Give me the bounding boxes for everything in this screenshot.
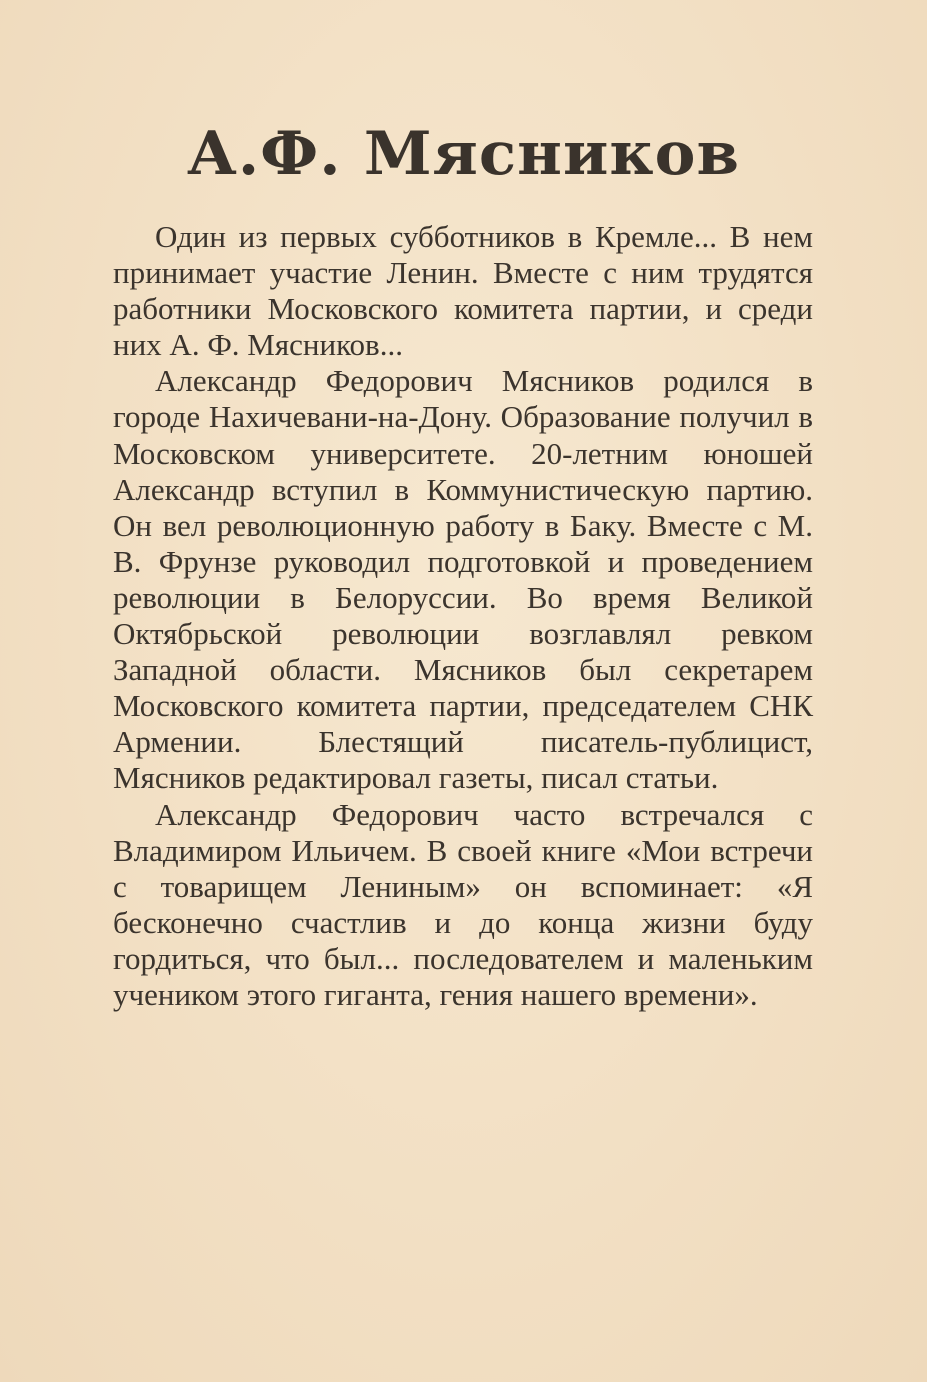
paragraph-1: Один из первых субботников в Кремле... В нем принимает участие Ленин. Вместе с ним трудятся работники Московского комитета партии, и среди них А. Ф. Мясников...	[113, 219, 813, 363]
paragraph-3: Александр Федорович часто встречался с Владимиром Ильичем. В своей книге «Мои встречи с товарищем Лениным» он вспоминает: «Я бесконечно счастлив и до конца жизни буду гордиться, что был... последователем и маленьким учеником этого гиганта, гения нашего времени».	[113, 796, 813, 1012]
article-body	[113, 219, 813, 1013]
paragraph-2: Александр Федорович Мясников родился в городе Нахичевани-на-Дону. Образование получил в Московском университете. 20-летним юношей Александр вступил в Коммунистическую партию. Он вел революционную работу в Баку. Вместе с М. В. Фрунзе руководил подготовкой и проведением революции в Белоруссии. Во время Великой Октябрьской революции возглавлял ревком Западной области. Мясников был секретарем Московского комитета партии, председателем СНК Армении. Блестящий писатель-публицист, Мясников редактировал газеты, писал статьи.	[113, 363, 813, 796]
page-title: А.Ф. Мясников	[186, 119, 741, 189]
